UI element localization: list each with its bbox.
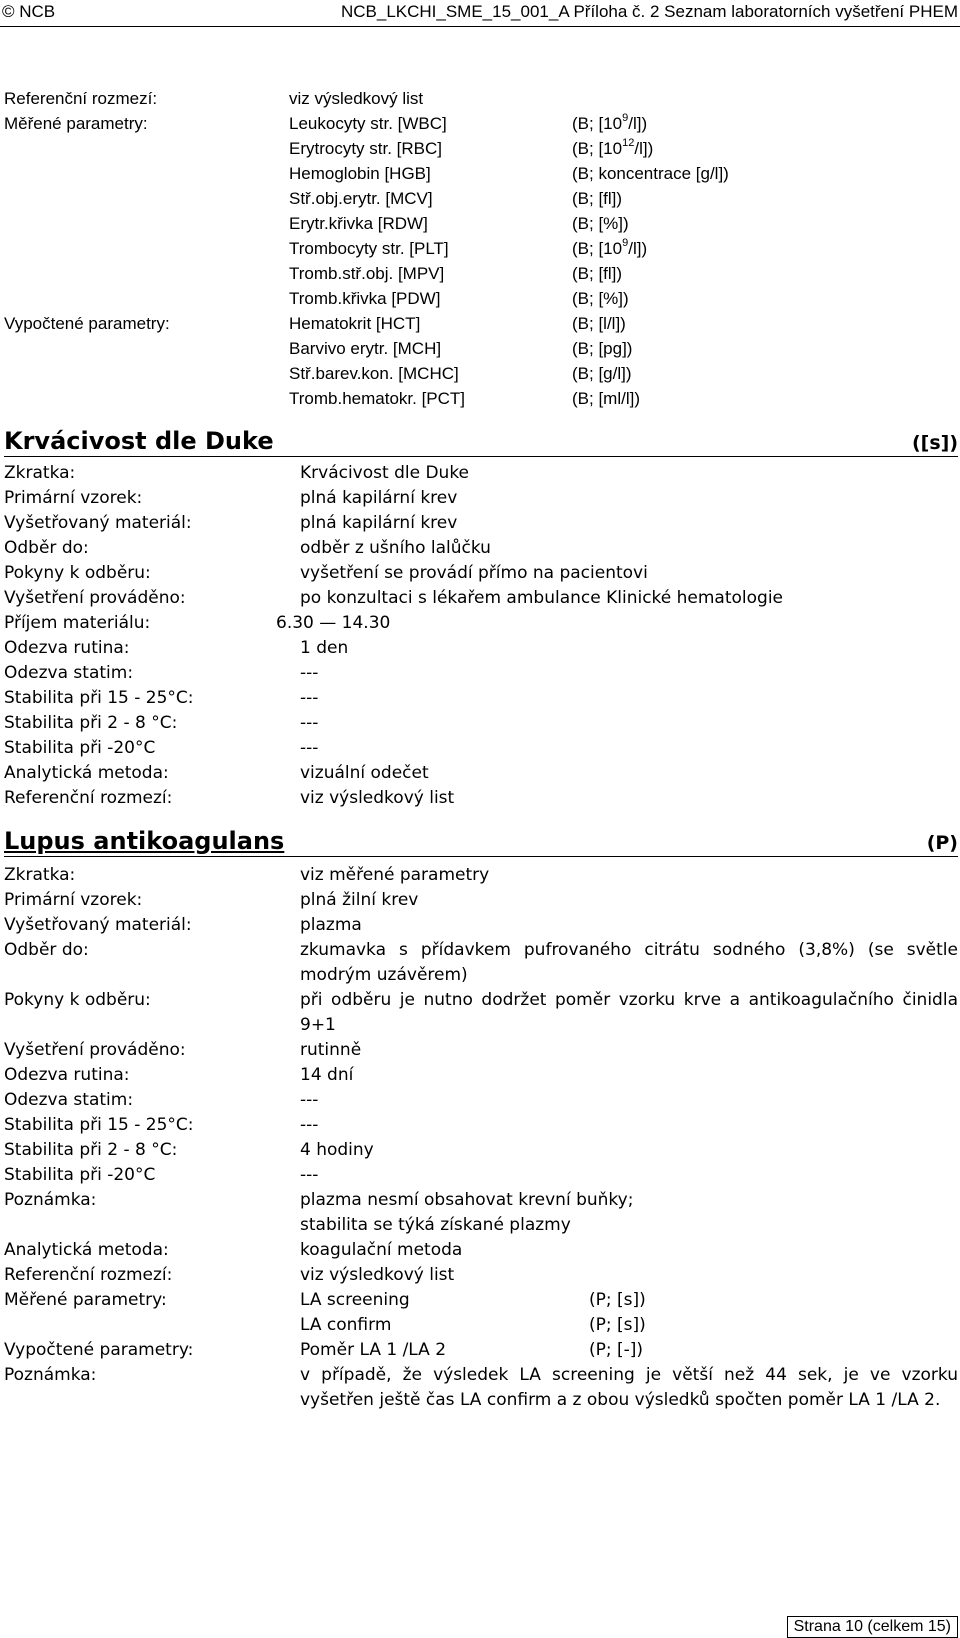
lupus-note-row-2: [4, 1213, 958, 1238]
detail-row: [4, 761, 958, 786]
lupus-note-row: [4, 1188, 958, 1213]
lupus-note-line: stabilita se týká získané plazmy: [300, 1215, 571, 1235]
unit-exponent: 9: [622, 112, 629, 125]
duke-section: [4, 424, 958, 811]
parameter-unit: (B; [pg]): [572, 339, 633, 358]
detail-label: Příjem materiálu:: [4, 613, 151, 633]
lupus-pokyny-value: při odběru je nutno dodržet poměr vzorku krve a antikoagulačního činidla 9+1: [300, 990, 958, 1035]
computed-parameter-row: [4, 311, 958, 336]
parameter-name: Barvivo erytr. [MCH]: [289, 339, 442, 358]
unit-text: (B; [%]): [572, 214, 629, 233]
detail-row: [4, 888, 958, 913]
lupus-measured-row-2: [4, 1313, 958, 1338]
detail-row: [4, 636, 958, 661]
detail-value: 4 hodiny: [300, 1140, 374, 1160]
detail-row: [4, 711, 958, 736]
detail-row: [4, 611, 958, 636]
detail-row: [4, 461, 958, 486]
header-copyright: © NCB: [2, 2, 56, 21]
detail-label: Vyšetřovaný materiál:: [4, 915, 192, 935]
parameter-unit: [572, 261, 622, 286]
lupus-unit: (P): [926, 832, 958, 854]
detail-label: Odezva statim:: [4, 1090, 134, 1110]
page-header: [0, 0, 960, 27]
detail-label: Analytická metoda:: [4, 763, 169, 783]
lupus-details-b: [4, 1038, 958, 1188]
unit-exponent: 9: [622, 237, 629, 250]
detail-row: [4, 1113, 958, 1138]
detail-row: [4, 661, 958, 686]
unit-text: /l]): [634, 139, 654, 158]
unit-text: (B; [%]): [572, 289, 629, 308]
measured-label: Měřené parametry:: [4, 114, 148, 133]
parameter-name: Stř.obj.erytr. [MCV]: [289, 189, 433, 208]
unit-exponent: 12: [622, 137, 635, 150]
reference-row: [4, 86, 958, 111]
lupus-section: [4, 824, 958, 1413]
lupus-odber-label: Odběr do:: [4, 940, 89, 960]
detail-row: [4, 736, 958, 761]
unit-text: (B; [10: [572, 239, 623, 258]
detail-row: [4, 863, 958, 888]
parameter-unit: [572, 111, 647, 136]
measured-parameter-row: [4, 211, 958, 236]
parameter-unit: [572, 186, 622, 211]
measured-parameter-row: [4, 161, 958, 186]
detail-row: [4, 1263, 958, 1288]
detail-label: Primární vzorek:: [4, 488, 143, 508]
measured-parameter-row: [4, 136, 958, 161]
lupus-note2-value: v případě, že výsledek LA screening je větší než 44 sek, je ve vzorku vyšetřen ještě čas LA confirm a z obou výsledků spočten poměr LA 1 /LA 2.: [300, 1365, 958, 1410]
detail-value: ---: [300, 1115, 319, 1135]
detail-value: viz měřené parametry: [300, 865, 490, 885]
lupus-measured-unit: (P; [s]): [589, 1315, 646, 1335]
lupus-measured-unit: (P; [s]): [589, 1290, 646, 1310]
detail-label: Referenční rozmezí:: [4, 788, 173, 808]
detail-label: Odběr do:: [4, 538, 89, 558]
detail-value: odběr z ušního lalůčku: [300, 538, 491, 558]
lupus-note2-label: Poznámka:: [4, 1365, 97, 1385]
lupus-pokyny-row: [4, 988, 958, 1038]
detail-label: Analytická metoda:: [4, 1240, 169, 1260]
parameter-unit: [572, 161, 729, 186]
detail-label: Stabilita při -20°C: [4, 1165, 156, 1185]
duke-title: Krvácivost dle Duke: [4, 427, 274, 455]
detail-value: 14 dní: [300, 1065, 354, 1085]
detail-value: po konzultaci s lékařem ambulance Klinické hematologie: [300, 588, 784, 608]
lupus-details-c: [4, 1238, 958, 1288]
parameter-unit: (B; [ml/l]): [572, 389, 640, 408]
parameter-name: Hematokrit [HCT]: [289, 314, 421, 333]
computed-parameter-row: [4, 386, 958, 411]
measured-parameter-row: [4, 236, 958, 261]
lupus-computed-name: Poměr LA 1 /LA 2: [300, 1340, 447, 1360]
detail-label: Stabilita při 15 - 25°C:: [4, 1115, 194, 1135]
parameter-unit: (B; [l/l]): [572, 314, 626, 333]
unit-text: /l]): [628, 114, 648, 133]
unit-text: (B; [10: [572, 114, 623, 133]
detail-label: Vyšetření prováděno:: [4, 1040, 186, 1060]
detail-row: [4, 786, 958, 811]
duke-unit: ([s]): [911, 432, 958, 454]
lupus-measured-row: [4, 1288, 958, 1313]
detail-row: [4, 1088, 958, 1113]
parameter-unit: [572, 286, 629, 311]
parameter-name: Erytr.křivka [RDW]: [289, 214, 428, 233]
computed-parameter-row: [4, 361, 958, 386]
detail-row: [4, 1038, 958, 1063]
detail-label: Odezva rutina:: [4, 638, 130, 658]
detail-value: ---: [300, 738, 319, 758]
measured-parameters: [4, 111, 958, 311]
detail-value: ---: [300, 1090, 319, 1110]
detail-value: plná kapilární krev: [300, 488, 458, 508]
detail-row: [4, 511, 958, 536]
lupus-measured-label: Měřené parametry:: [4, 1290, 167, 1310]
detail-row: [4, 586, 958, 611]
lupus-odber-value: zkumavka s přídavkem pufrovaného citrátu sodného (3,8%) (se světle modrým uzávěrem): [300, 940, 958, 985]
detail-value: 6.30 — 14.30: [276, 613, 391, 633]
detail-value: plná kapilární krev: [300, 513, 458, 533]
computed-parameters: [4, 311, 958, 411]
unit-text: (B; [10: [572, 139, 623, 158]
detail-row: [4, 1238, 958, 1263]
lupus-measured-name: LA confirm: [300, 1315, 392, 1335]
measured-parameter-row: [4, 286, 958, 311]
detail-label: Odezva rutina:: [4, 1065, 130, 1085]
parameter-name: Tromb.křivka [PDW]: [289, 289, 441, 308]
detail-value: plná žilní krev: [300, 890, 419, 910]
measured-parameter-row: [4, 186, 958, 211]
lupus-computed-label: Vypočtené parametry:: [4, 1340, 194, 1360]
detail-value: ---: [300, 688, 319, 708]
detail-value: viz výsledkový list: [300, 788, 455, 808]
detail-label: Vyšetření prováděno:: [4, 588, 186, 608]
detail-value: Krvácivost dle Duke: [300, 463, 470, 483]
detail-row: [4, 913, 958, 938]
parameter-name: Tromb.hematokr. [PCT]: [289, 389, 466, 408]
detail-row: [4, 536, 958, 561]
parameter-name: Stř.barev.kon. [MCHC]: [289, 364, 459, 383]
parameter-name: Leukocyty str. [WBC]: [289, 114, 447, 133]
detail-row: [4, 561, 958, 586]
detail-value: ---: [300, 1165, 319, 1185]
lupus-computed-unit: (P; [-]): [589, 1340, 644, 1360]
detail-value: vyšetření se provádí přímo na pacientovi: [300, 563, 648, 583]
detail-label: Odezva statim:: [4, 663, 134, 683]
detail-value: 1 den: [300, 638, 349, 658]
unit-text: (B; koncentrace [g/l]): [572, 164, 729, 183]
detail-row: [4, 1063, 958, 1088]
computed-label: Vypočtené parametry:: [4, 314, 170, 333]
lupus-note2-row: [4, 1363, 958, 1413]
header-document-title: NCB_LKCHI_SME_15_001_A Příloha č. 2 Seznam laboratorních vyšetření PHEM: [340, 2, 958, 21]
detail-label: Zkratka:: [4, 463, 76, 483]
lupus-details-a: [4, 863, 958, 938]
measured-parameter-row: [4, 261, 958, 286]
lupus-title: Lupus antikoagulans: [4, 827, 285, 855]
detail-value: viz výsledkový list: [300, 1265, 455, 1285]
detail-label: Zkratka:: [4, 865, 76, 885]
detail-row: [4, 486, 958, 511]
lupus-computed-row: [4, 1338, 958, 1363]
lupus-title-bar: [4, 824, 958, 857]
unit-text: (B; [fl]): [572, 189, 623, 208]
detail-label: Stabilita při 15 - 25°C:: [4, 688, 194, 708]
lupus-note-line: plazma nesmí obsahovat krevní buňky;: [300, 1190, 634, 1210]
detail-value: plazma: [300, 915, 362, 935]
detail-value: vizuální odečet: [300, 763, 429, 783]
parameter-unit: (B; [g/l]): [572, 364, 632, 383]
detail-label: Referenční rozmezí:: [4, 1265, 173, 1285]
detail-value: rutinně: [300, 1040, 362, 1060]
unit-text: /l]): [628, 239, 648, 258]
parameter-unit: [572, 211, 629, 236]
page-number: Strana 10 (celkem 15): [787, 1616, 958, 1638]
reference-value: viz výsledkový list: [289, 89, 424, 108]
detail-label: Pokyny k odběru:: [4, 563, 151, 583]
parameter-unit: [572, 236, 647, 261]
parameter-name: Hemoglobin [HGB]: [289, 164, 431, 183]
reference-label: Referenční rozmezí:: [4, 89, 158, 108]
blood-count-section: [4, 86, 958, 411]
detail-label: Vyšetřovaný materiál:: [4, 513, 192, 533]
lupus-note-label: Poznámka:: [4, 1190, 97, 1210]
detail-value: koagulační metoda: [300, 1240, 463, 1260]
computed-parameter-row: [4, 336, 958, 361]
parameter-name: Erytrocyty str. [RBC]: [289, 139, 443, 158]
parameter-name: Tromb.stř.obj. [MPV]: [289, 264, 445, 283]
detail-value: ---: [300, 713, 319, 733]
detail-label: Stabilita při -20°C: [4, 738, 156, 758]
detail-value: ---: [300, 663, 319, 683]
duke-details: [4, 461, 958, 811]
parameter-unit: [572, 136, 653, 161]
detail-row: [4, 1163, 958, 1188]
detail-label: Stabilita při 2 - 8 °C:: [4, 713, 178, 733]
detail-label: Primární vzorek:: [4, 890, 143, 910]
unit-text: (B; [fl]): [572, 264, 623, 283]
lupus-odber-row: [4, 938, 958, 988]
lupus-measured-name: LA screening: [300, 1290, 410, 1310]
detail-label: Stabilita při 2 - 8 °C:: [4, 1140, 178, 1160]
detail-row: [4, 686, 958, 711]
lupus-pokyny-label: Pokyny k odběru:: [4, 990, 151, 1010]
parameter-name: Trombocyty str. [PLT]: [289, 239, 449, 258]
detail-row: [4, 1138, 958, 1163]
measured-parameter-row: [4, 111, 958, 136]
duke-title-bar: [4, 424, 958, 457]
